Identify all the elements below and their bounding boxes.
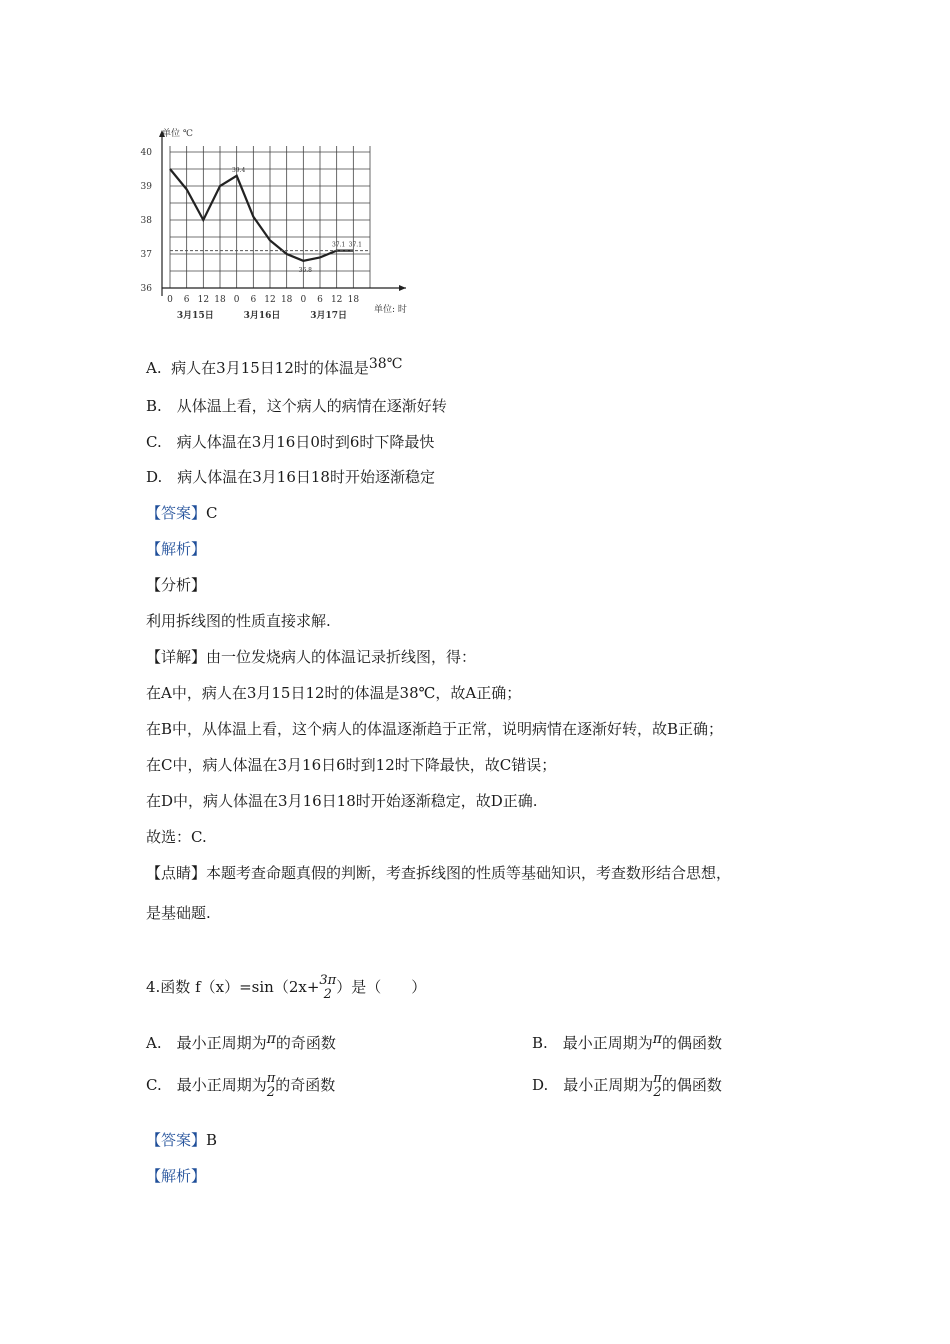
x-unit-label: 单位: 时 — [374, 305, 407, 315]
x-tick-label: 12 — [197, 295, 210, 305]
chart-grid — [170, 146, 370, 288]
q4-fraction-denominator: 2 — [323, 987, 332, 1002]
point-label: 37.1 — [331, 241, 346, 249]
day-labels — [177, 310, 347, 321]
q3-option-a-text: 病人在3月15日12时的体温是 — [171, 359, 369, 377]
q4-option-a-pi: π — [266, 1031, 276, 1047]
q4-option-a — [146, 1033, 336, 1054]
detail-tag: 【详解】 — [146, 648, 207, 666]
x-tick-labels — [167, 295, 359, 305]
temperature-line-chart — [140, 122, 418, 322]
answer-tag: 【答案】 — [146, 504, 207, 522]
q4-answer-tag: 【答案】 — [146, 1131, 207, 1149]
x-tick-label: 0 — [167, 295, 173, 305]
temperature-series-line — [170, 166, 353, 261]
q3-detail-c: 在C中，病人体温在3月16日6时到12时下降最快，故C错误； — [146, 756, 557, 774]
point-label: 37.1 — [348, 241, 363, 249]
q4-option-a-post: 的奇函数 — [275, 1034, 336, 1052]
y-unit-label: 单位 ℃ — [162, 129, 193, 139]
q3-option-c: C. 病人体温在3月16日0时到6时下降最快 — [146, 433, 435, 451]
q4-option-a-pre: A. 最小正周期为 — [146, 1034, 267, 1052]
q4-option-c-numerator: π — [266, 1071, 276, 1086]
q3-option-a-label: A. — [146, 359, 162, 377]
q4-option-d-denominator: 2 — [653, 1085, 662, 1100]
q3-detail-a: 在A中，病人在3月15日12时的体温是38℃，故A正确； — [146, 684, 522, 702]
q3-option-d: D. 病人体温在3月16日18时开始逐渐稳定 — [146, 468, 435, 486]
q4-fraction-numerator: 3π — [319, 973, 337, 988]
q4-stem — [146, 972, 426, 1002]
fenxi-tag: 【分析】 — [146, 576, 207, 594]
x-tick-label: 12 — [264, 295, 276, 305]
x-tick-label: 6 — [183, 295, 190, 305]
q3-comment-line2: 是基础题. — [146, 904, 211, 922]
q4-option-d-pre: D. 最小正周期为 — [532, 1076, 654, 1094]
q4-analysis — [146, 1166, 206, 1186]
q4-option-c-fraction — [267, 1072, 276, 1100]
answer-value: C — [206, 504, 218, 522]
q3-comment — [146, 863, 731, 883]
x-axis-arrow — [399, 285, 406, 291]
q4-option-c-pre: C. 最小正周期为 — [146, 1076, 267, 1094]
analysis-tag: 【解析】 — [146, 540, 207, 558]
q3-answer — [146, 503, 218, 523]
q3-choose: 故选：C. — [146, 828, 207, 846]
q4-option-c-denominator: 2 — [266, 1085, 276, 1100]
x-tick-label: 18 — [214, 295, 226, 305]
comment-line1: 本题考查命题真假的判断，考查拆线图的性质等基础知识，考查数形结合思想， — [206, 864, 732, 882]
q3-option-b: B. 从体温上看，这个病人的病情在逐渐好转 — [146, 397, 447, 415]
q4-option-d-numerator: π — [653, 1071, 662, 1086]
x-tick-label: 0 — [233, 295, 240, 305]
y-tick-label: 39 — [140, 182, 152, 192]
day-label: 3月16日 — [243, 311, 281, 321]
q4-analysis-tag: 【解析】 — [146, 1167, 207, 1185]
x-tick-label: 0 — [300, 295, 307, 305]
detail-text: 由一位发烧病人的体温记录折线图，得： — [206, 648, 477, 666]
q3-analysis — [146, 539, 206, 559]
q4-stem-post: ）是（ ） — [336, 978, 427, 996]
q3-option-a-value: 38℃ — [368, 356, 403, 372]
q3-fenxi — [146, 575, 206, 595]
q4-option-c-post: 的奇函数 — [275, 1076, 336, 1094]
y-tick-label: 38 — [140, 216, 152, 226]
x-tick-label: 18 — [347, 295, 360, 305]
q4-answer-value: B — [206, 1131, 218, 1149]
point-label: 39.4 — [231, 166, 246, 174]
q3-detail-b: 在B中，从体温上看，这个病人的体温逐渐趋于正常，说明病情在逐渐好转，故B正确； — [146, 720, 724, 738]
q4-option-d — [532, 1070, 722, 1100]
day-label: 3月17日 — [310, 311, 348, 321]
q4-option-d-fraction — [653, 1072, 662, 1100]
q4-stem-pre: 4.函数 f（x）=sin（2x+ — [146, 978, 320, 996]
q3-detail — [146, 647, 476, 667]
day-label: 3月15日 — [176, 311, 214, 321]
y-tick-label: 40 — [140, 148, 152, 158]
q3-option-a — [146, 358, 402, 379]
x-tick-label: 6 — [317, 295, 323, 305]
comment-tag: 【点睛】 — [146, 864, 207, 882]
x-tick-label: 6 — [250, 295, 257, 305]
y-tick-label: 36 — [140, 284, 152, 294]
q3-fenxi-text: 利用拆线图的性质直接求解. — [146, 612, 331, 630]
x-tick-label: 12 — [330, 295, 343, 305]
point-label: 36.8 — [298, 266, 313, 274]
q4-stem-fraction — [319, 974, 336, 1002]
q4-option-b-pre: B. 最小正周期为 — [532, 1034, 653, 1052]
q4-option-b-post: 的偶函数 — [662, 1034, 723, 1052]
y-tick-labels — [141, 148, 153, 294]
y-tick-label: 37 — [140, 250, 152, 260]
q3-detail-d: 在D中，病人体温在3月16日18时开始逐渐稳定，故D正确. — [146, 792, 538, 810]
q4-option-d-post: 的偶函数 — [661, 1076, 722, 1094]
q4-option-b-pi: π — [652, 1031, 662, 1047]
q4-option-c — [146, 1070, 335, 1100]
x-tick-label: 18 — [280, 295, 293, 305]
q4-option-b — [532, 1033, 722, 1054]
q4-answer — [146, 1130, 217, 1150]
